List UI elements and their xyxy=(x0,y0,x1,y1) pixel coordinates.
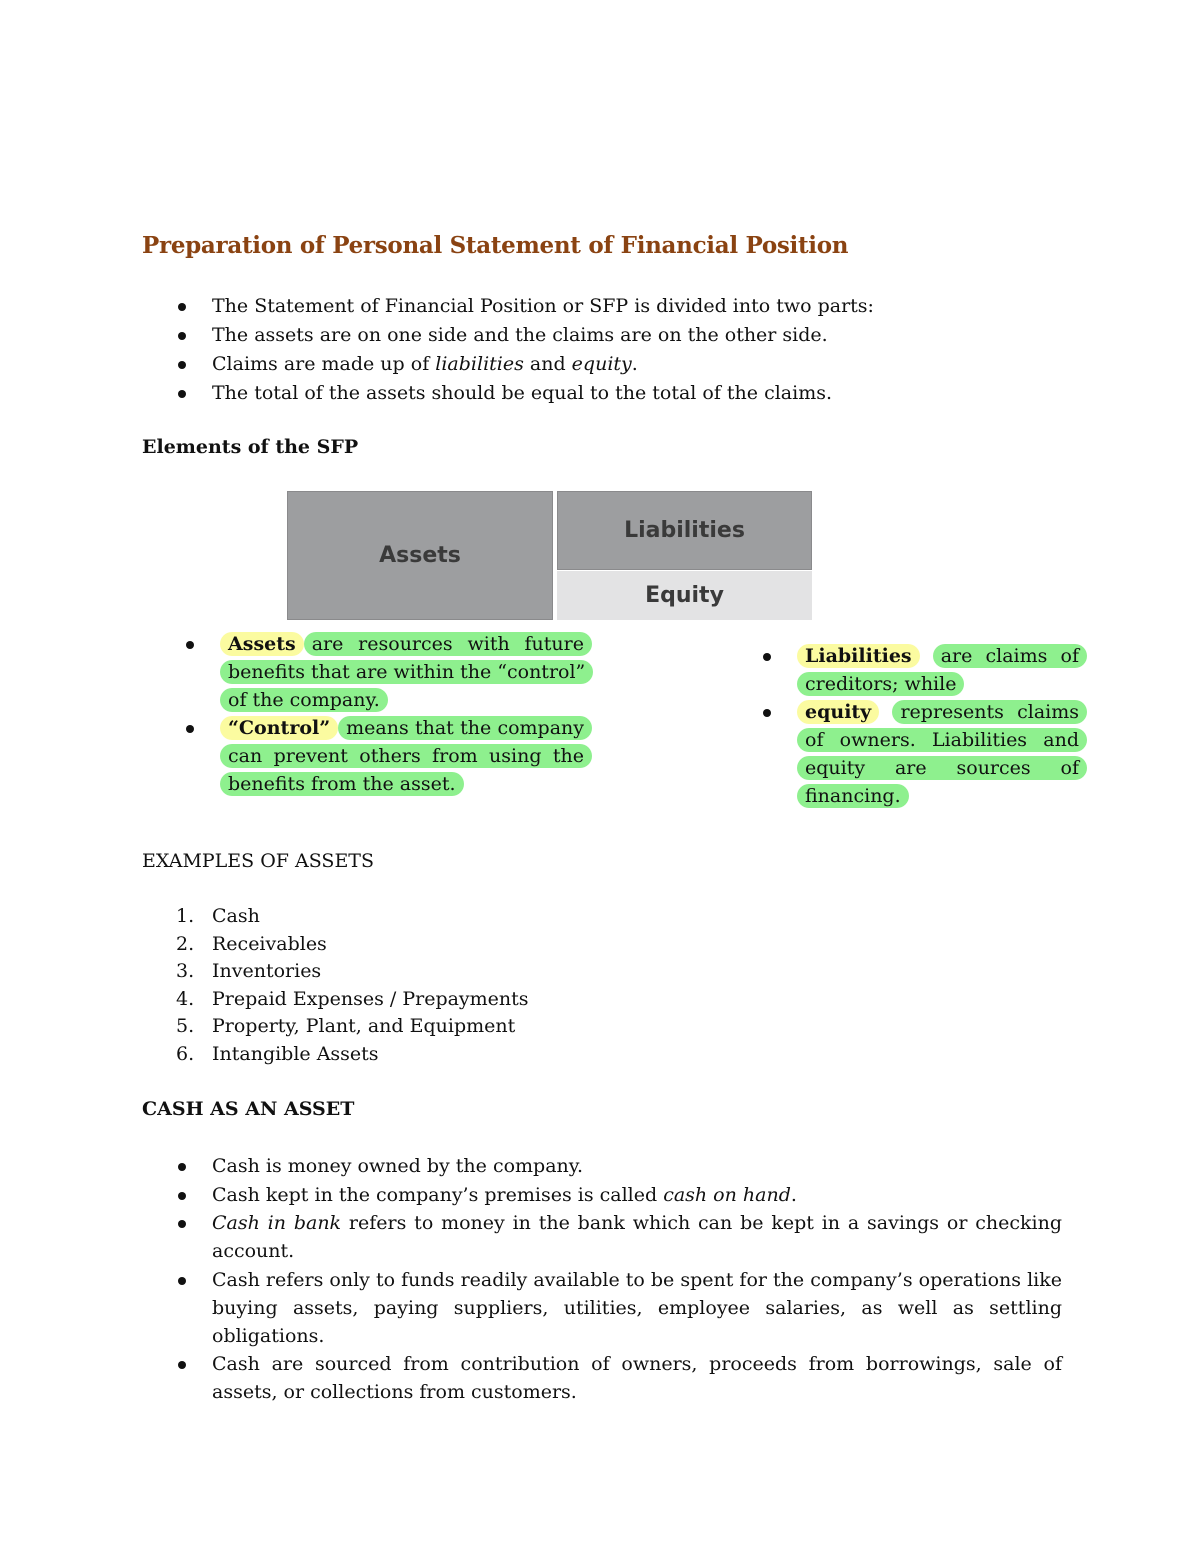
assets-notes-list xyxy=(150,630,592,798)
equity-term: equity xyxy=(571,353,632,375)
liabilities-term: Liabilities xyxy=(797,644,920,668)
examples-heading: EXAMPLES OF ASSETS xyxy=(142,850,374,872)
list-item: The assets are on one side and the claims are on the other side. xyxy=(142,321,1042,350)
liabilities-definition: are claims of creditors; while xyxy=(797,644,1087,696)
cash-in-bank-term: Cash in bank xyxy=(212,1212,342,1234)
cash-on-hand-term: cash on hand xyxy=(663,1183,791,1206)
sfp-diagram xyxy=(287,491,812,620)
example-text: Intangible Assets xyxy=(212,1042,379,1065)
list-item xyxy=(142,902,742,930)
equity-definition: represents claims of owners. Liabilities and equity are sources of financing. xyxy=(797,700,1087,808)
assets-definition: are resources with future benefits that are within the “control” of the company. xyxy=(220,632,593,712)
control-term: “Control” xyxy=(220,716,338,740)
cash-text: . xyxy=(790,1183,797,1206)
list-number: 3. xyxy=(176,960,195,982)
list-item: The Statement of Financial Position or SFP is divided into two parts: xyxy=(142,292,1042,321)
claims-notes-list xyxy=(727,642,1087,810)
claims-text: . xyxy=(631,353,638,375)
list-item xyxy=(142,1209,1062,1265)
example-text: Property, Plant, and Equipment xyxy=(212,1015,516,1037)
example-text: Inventories xyxy=(212,960,322,982)
list-item xyxy=(727,698,1087,810)
list-item: Cash are sourced from contribution of owners, proceeds from borrowings, sale of assets, or collections from customers. xyxy=(142,1350,1062,1406)
page-title: Preparation of Personal Statement of Financial Position xyxy=(142,232,849,259)
elements-heading: Elements of the SFP xyxy=(142,436,359,458)
list-number: 2. xyxy=(176,932,195,955)
equity-box: Equity xyxy=(557,571,812,620)
list-item xyxy=(142,930,742,958)
list-item xyxy=(142,1181,1062,1209)
list-item: The total of the assets should be equal to the total of the claims. xyxy=(142,379,1042,408)
list-item xyxy=(142,985,742,1013)
list-number: 4. xyxy=(176,987,195,1010)
example-text: Cash xyxy=(212,905,260,927)
list-item xyxy=(727,642,1087,698)
list-item xyxy=(142,1012,742,1040)
list-number: 1. xyxy=(176,905,195,927)
examples-list xyxy=(142,902,742,1067)
list-item xyxy=(142,1040,742,1068)
claims-text: and xyxy=(523,353,572,375)
liabilities-box: Liabilities xyxy=(557,491,812,570)
list-item xyxy=(150,630,592,714)
assets-box: Assets xyxy=(287,491,553,620)
list-number: 5. xyxy=(176,1015,195,1037)
example-text: Prepaid Expenses / Prepayments xyxy=(212,987,529,1010)
cash-heading: CASH AS AN ASSET xyxy=(142,1098,355,1120)
cash-bullet-list xyxy=(142,1152,1062,1407)
equity-term: equity xyxy=(797,700,879,724)
example-text: Receivables xyxy=(212,932,327,955)
list-number: 6. xyxy=(176,1042,195,1065)
assets-term: Assets xyxy=(220,632,304,656)
intro-bullet-list xyxy=(142,292,1042,408)
list-item xyxy=(142,957,742,985)
control-definition: means that the company can prevent others from using the benefits from the asset. xyxy=(220,716,592,796)
list-item: Cash refers only to funds readily available to be spent for the company’s operations like buying assets, paying suppliers, utilities, employee salaries, as well as settling obligations. xyxy=(142,1266,1062,1350)
liabilities-term: liabilities xyxy=(435,353,524,375)
cash-text: Cash kept in the company’s premises is called xyxy=(212,1183,664,1206)
claims-text: Claims are made up of xyxy=(212,353,436,375)
list-item: Cash is money owned by the company. xyxy=(142,1152,1062,1180)
cash-text: refers to money in the bank which can be kept in a savings or checking account. xyxy=(212,1212,1062,1262)
list-item xyxy=(142,350,1042,379)
list-item xyxy=(150,714,592,798)
